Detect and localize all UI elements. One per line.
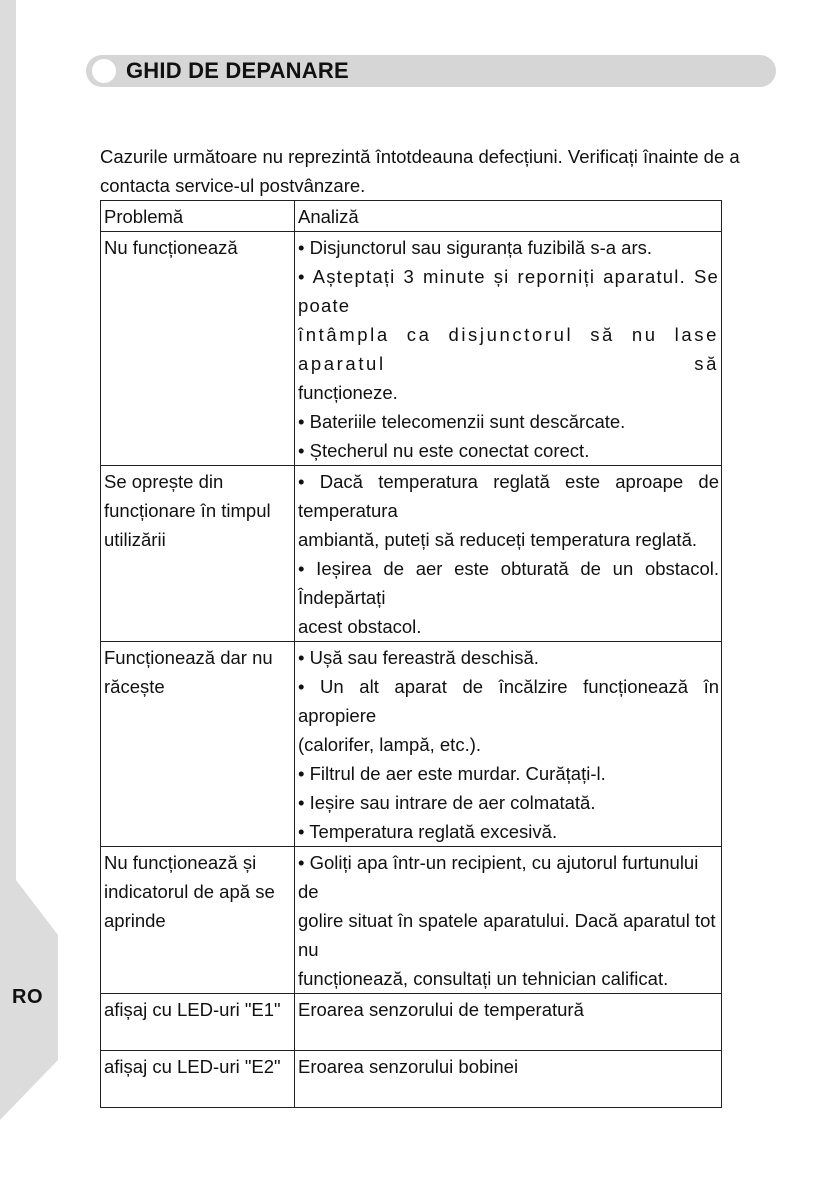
analysis-line: • Un alt aparat de încălzire funcționează în apropiere: [298, 676, 719, 726]
problem-cell: [101, 466, 295, 642]
analysis-line: acest obstacol.: [298, 616, 422, 637]
language-label: RO: [12, 986, 43, 1008]
section-header: [86, 55, 776, 87]
problem-text: Nu funcționează și indicatorul de apă se aprinde: [104, 852, 275, 931]
analysis-cell: [295, 232, 722, 466]
problem-text: afișaj cu LED-uri "E1": [104, 999, 281, 1020]
analysis-line: • Ieșirea de aer este obturată de un obstacol. Îndepărtați: [298, 558, 719, 608]
analysis-line: funcționeze.: [298, 382, 398, 403]
intro-paragraph: [100, 142, 740, 200]
analysis-line: ambiantă, puteți să reduceți temperatura reglată.: [298, 529, 698, 550]
analysis-cell: [295, 642, 722, 847]
analysis-line: • Filtrul de aer este murdar. Curățați-l.: [298, 763, 606, 784]
problem-cell: [101, 1051, 295, 1108]
analysis-line: • Disjunctorul sau siguranța fuzibilă s-a ars.: [298, 237, 653, 258]
analysis-cell: [295, 994, 722, 1051]
table-row: [101, 1051, 722, 1108]
table-row: [101, 994, 722, 1051]
table-row: [101, 847, 722, 994]
analysis-line: • Dacă temperatura reglată este aproape de temperatura: [298, 471, 719, 521]
analysis-line: • Așteptați 3 minute și reporniți aparatul. Se poate: [298, 266, 719, 316]
table-header-row: [101, 201, 722, 232]
analysis-line: • Ușă sau fereastră deschisă.: [298, 647, 539, 668]
problem-text: afișaj cu LED-uri "E2": [104, 1056, 281, 1077]
problem-cell: [101, 847, 295, 994]
troubleshooting-table: [100, 200, 722, 1108]
section-title: GHID DE DEPANARE: [126, 58, 349, 83]
problem-cell: [101, 642, 295, 847]
table-row: [101, 466, 722, 642]
intro-line: contacta service-ul postvânzare.: [100, 175, 366, 196]
analysis-line: • Bateriile telecomenzii sunt descărcate.: [298, 411, 626, 432]
problem-text: Funcționează dar nu răcește: [104, 647, 273, 697]
header-problem: Problemă: [101, 201, 295, 232]
analysis-line: golire situat în spatele aparatului. Dacă aparatul tot nu: [298, 910, 716, 960]
header-bullet-icon: [92, 59, 116, 83]
analysis-cell: [295, 1051, 722, 1108]
analysis-line: Eroarea senzorului bobinei: [298, 1056, 519, 1077]
table-row: [101, 232, 722, 466]
intro-line: Cazurile următoare nu reprezintă întotdeauna defecțiuni. Verificați înainte de a: [100, 146, 740, 167]
analysis-cell: [295, 847, 722, 994]
problem-cell: [101, 994, 295, 1051]
analysis-line: funcționează, consultați un tehnician calificat.: [298, 968, 669, 989]
table-row: [101, 642, 722, 847]
analysis-line: (calorifer, lampă, etc.).: [298, 734, 482, 755]
analysis-line: • Goliți apa într-un recipient, cu ajutorul furtunului de: [298, 852, 699, 902]
problem-text: Se oprește din funcționare în timpul utilizării: [104, 471, 271, 550]
language-side-tab: [0, 0, 58, 1191]
analysis-line: întâmpla ca disjunctorul să nu lase aparatul să: [298, 324, 719, 374]
problem-cell: [101, 232, 295, 466]
analysis-line: • Temperatura reglată excesivă.: [298, 821, 558, 842]
header-analysis: Analiză: [295, 201, 722, 232]
analysis-line: • Ștecherul nu este conectat corect.: [298, 440, 590, 461]
analysis-line: Eroarea senzorului de temperatură: [298, 999, 584, 1020]
analysis-cell: [295, 466, 722, 642]
problem-text: Nu funcționează: [104, 237, 238, 258]
analysis-line: • Ieșire sau intrare de aer colmatată.: [298, 792, 596, 813]
